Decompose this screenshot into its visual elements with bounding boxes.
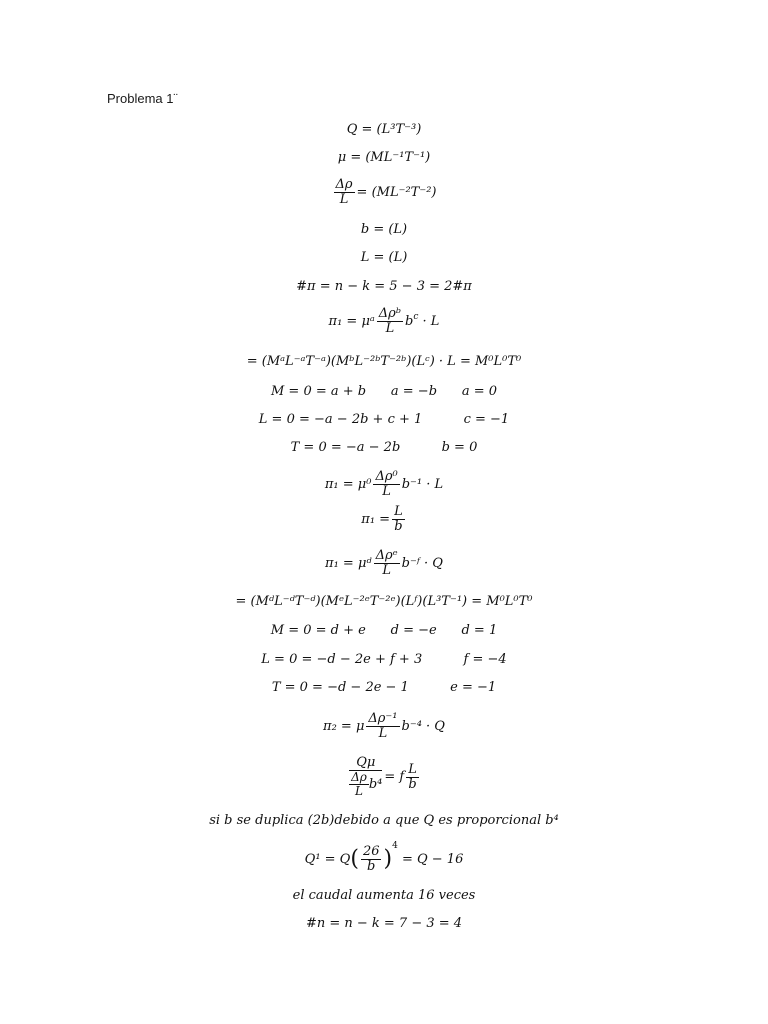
page-title: Problema 1¨ [107, 91, 178, 106]
equation-b-dimension: b = (L) [360, 222, 408, 237]
equation-pi1-substituted: π₁ = μ⁰ $\frac{\text{Δρ⁰}}{L}$ b⁻¹ · L [324, 469, 444, 499]
fraction-dpe-over-l: $\frac{\text{Δρᵉ}}{L}$ [375, 548, 398, 578]
equation-t-balance-2: T = 0 = −d − 2e − 1 e = −1 [271, 680, 497, 695]
equation-n-count: #n = n − k = 7 − 3 = 4 [305, 916, 463, 931]
equation-q-doubled: Q¹ = Q( $\frac{26}{b}$ )$^4$ = Q − 16 [304, 840, 464, 874]
equation-t-balance-1: T = 0 = −a − 2b b = 0 [290, 440, 478, 455]
equation-mu-dimension: μ = (ML⁻¹T⁻¹) [337, 150, 431, 165]
equation-pi2-substituted: π₂ = μ $\frac{\text{Δρ⁻¹}}{L}$ b⁻⁴ · Q [323, 711, 445, 741]
fraction-dpm1-over-l: $\frac{\text{Δρ⁻¹}}{L}$ [368, 711, 398, 741]
equation-pi2-definition: π₁ = μᵈ $\frac{\text{Δρᵉ}}{L}$ b⁻ᶠ · Q [325, 548, 443, 578]
fraction-dp0-over-l: $\frac{\text{Δρ⁰}}{L}$ [375, 469, 398, 499]
fraction-qmu-over-dp-l-b4: Qμ $\frac{\Delta\rho}{L}$ b⁴ [351, 755, 383, 798]
equation-pi1-definition: π₁ = μᵃ $\frac{\text{Δρᵇ}}{L}$ $b^c \cdot L$ [328, 306, 440, 336]
conclusion-text: el caudal aumenta 16 veces [292, 888, 476, 903]
equation-pi1-result: π₁ = $\frac{L}{b}$ [361, 504, 403, 534]
equation-l-balance-1: L = 0 = −a − 2b + c + 1 c = −1 [258, 412, 510, 427]
equation-relation: Qμ $\frac{\Delta\rho}{L}$ b⁴ = f $\frac{L}{b}$ [351, 755, 417, 798]
fraction-dpb-over-l: $\frac{\text{Δρᵇ}}{L}$ [378, 306, 402, 336]
equation-l-balance-2: L = 0 = −d − 2e + f + 3 f = −4 [261, 652, 507, 667]
equation-m-balance-2: M = 0 = d + e d = −e d = 1 [270, 623, 498, 638]
equation-pressure-gradient-dimension: $\frac{\Delta\rho}{L}$ = (ML⁻²T⁻²) [335, 177, 437, 207]
fraction-l-over-b-relation: $\frac{L}{b}$ [408, 761, 417, 792]
equation-pi-count: #π = n − k = 5 − 3 = 2#π [296, 279, 472, 294]
fraction-dp-over-l-nested: $\frac{\Delta\rho}{L}$ [351, 770, 367, 798]
equation-m-balance-1: M = 0 = a + b a = −b a = 0 [270, 384, 497, 399]
equation-pi2-dimensions: = (MᵈL⁻ᵈT⁻ᵈ)(MᵉL⁻²ᵉT⁻²ᵉ)(Lᶠ)(L³T⁻¹) = M⁰L⁰T⁰ [235, 594, 533, 609]
fraction-l-over-b: $\frac{L}{b}$ [394, 504, 403, 534]
equation-pi1-dimensions: = (MᵃL⁻ᵃT⁻ᵃ)(MᵇL⁻²ᵇT⁻²ᵇ)(Lᶜ) · L = M⁰L⁰T⁰ [246, 354, 522, 369]
fraction-dp-over-l: $\frac{\Delta\rho}{L}$ [335, 177, 353, 207]
equation-q-dimension: Q = (L³T⁻³) [346, 122, 422, 137]
equation-l-dimension: L = (L) [360, 250, 408, 265]
statement-text: si b se duplica (2b)debido a que Q es proporcional b⁴ [209, 813, 559, 828]
fraction-2b-over-b: $\frac{26}{b}$ [362, 844, 380, 874]
